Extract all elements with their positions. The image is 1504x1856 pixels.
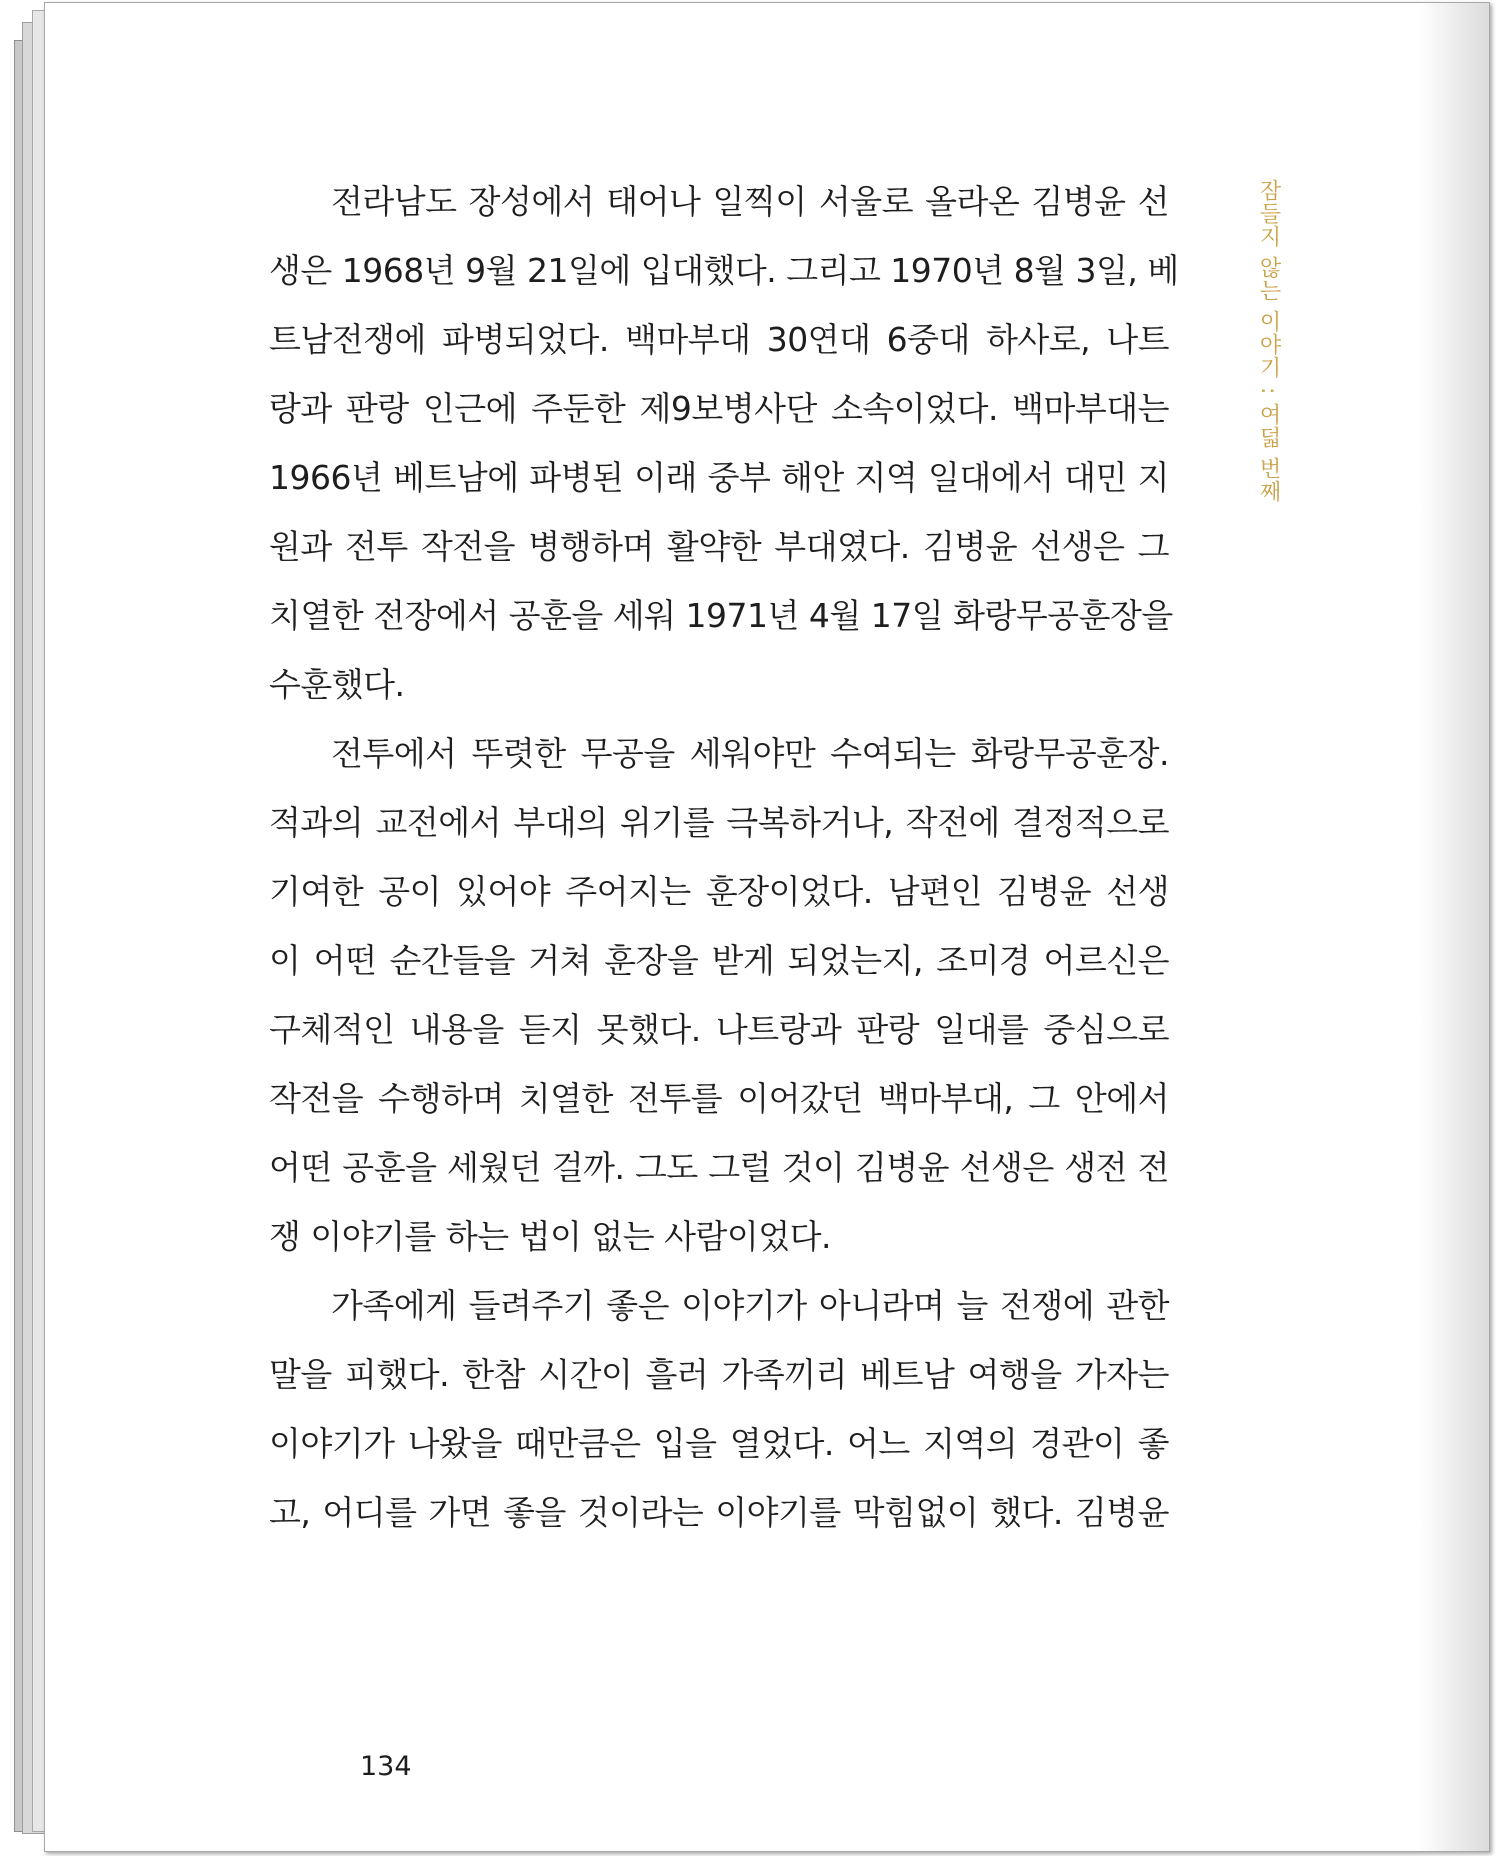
text-line: 전라남도 장성에서 태어나 일찍이 서울로 올라온 김병윤 선	[331, 182, 1170, 221]
text-line: 트남전쟁에 파병되었다. 백마부대 30연대 6중대 하사로, 나트	[269, 320, 1169, 359]
page-gutter-shadow	[1419, 3, 1489, 1851]
text-line: 치열한 전장에서 공훈을 세워 1971년 4월 17일 화랑무공훈장을	[269, 596, 1173, 635]
paragraph-1	[269, 167, 1179, 719]
text-line: 전투에서 뚜렷한 무공을 세워야만 수여되는 화랑무공훈장.	[331, 734, 1169, 773]
text-line: 구체적인 내용을 듣지 못했다. 나트랑과 판랑 일대를 중심으로	[269, 1010, 1169, 1049]
text-line: 쟁 이야기를 하는 법이 없는 사람이었다.	[269, 1217, 831, 1256]
text-line: 원과 전투 작전을 병행하며 활약한 부대였다. 김병윤 선생은 그	[269, 527, 1169, 566]
book-page	[44, 2, 1490, 1852]
running-head: 잠들지 않는 이야기 : 여덟 번째	[1256, 179, 1281, 504]
text-line: 이야기가 나왔을 때만큼은 입을 열었다. 어느 지역의 경관이 좋	[269, 1424, 1169, 1463]
page-number: 134	[360, 1751, 412, 1782]
text-line: 고, 어디를 가면 좋을 것이라는 이야기를 막힘없이 했다. 김병윤	[269, 1493, 1169, 1532]
text-line: 어떤 공훈을 세웠던 걸까. 그도 그럴 것이 김병윤 선생은 생전 전	[269, 1148, 1169, 1187]
text-line: 말을 피했다. 한참 시간이 흘러 가족끼리 베트남 여행을 가자는	[269, 1355, 1169, 1394]
text-line: 1966년 베트남에 파병된 이래 중부 해안 지역 일대에서 대민 지	[269, 458, 1169, 497]
text-line: 생은 1968년 9월 21일에 입대했다. 그리고 1970년 8월 3일, 베	[269, 251, 1179, 290]
text-line: 랑과 판랑 인근에 주둔한 제9보병사단 소속이었다. 백마부대는	[269, 389, 1169, 428]
paragraph-2	[269, 719, 1169, 1271]
text-line: 이 어떤 순간들을 거쳐 훈장을 받게 되었는지, 조미경 어르신은	[269, 941, 1169, 980]
text-line: 수훈했다.	[269, 665, 405, 704]
text-line: 가족에게 들려주기 좋은 이야기가 아니라며 늘 전쟁에 관한	[331, 1286, 1169, 1325]
text-line: 기여한 공이 있어야 주어지는 훈장이었다. 남편인 김병윤 선생	[269, 872, 1169, 911]
text-line: 작전을 수행하며 치열한 전투를 이어갔던 백마부대, 그 안에서	[269, 1079, 1169, 1118]
body-text	[269, 167, 1179, 1547]
paragraph-3	[269, 1271, 1169, 1547]
text-line: 적과의 교전에서 부대의 위기를 극복하거나, 작전에 결정적으로	[269, 803, 1169, 842]
